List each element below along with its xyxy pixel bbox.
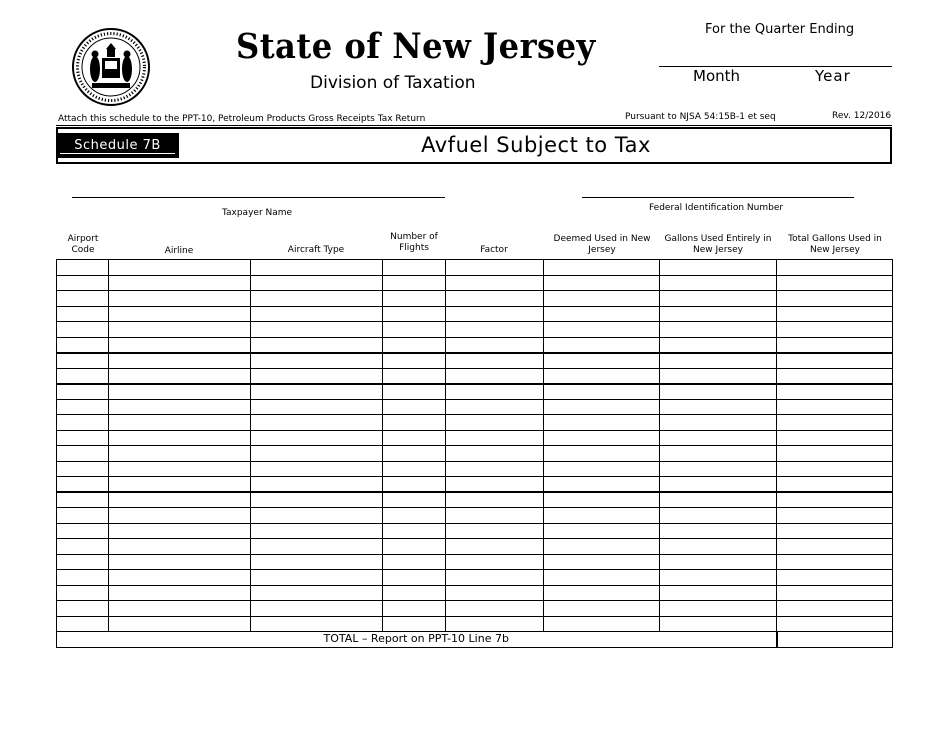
entry-cell[interactable] — [57, 384, 109, 400]
entry-cell[interactable] — [251, 260, 383, 276]
entry-cell[interactable] — [383, 508, 446, 524]
table-row — [57, 570, 893, 586]
table-row — [57, 291, 893, 307]
entry-cell[interactable] — [777, 275, 893, 291]
table-row — [57, 446, 893, 462]
entry-cell[interactable] — [383, 291, 446, 307]
entry-cell[interactable] — [544, 430, 660, 446]
col-header-airline: Airline — [164, 246, 194, 256]
table-row — [57, 399, 893, 415]
entry-cell[interactable] — [251, 539, 383, 555]
entry-cell[interactable] — [544, 492, 660, 508]
entry-cell[interactable] — [544, 260, 660, 276]
entry-cell[interactable] — [777, 306, 893, 322]
entry-cell[interactable] — [57, 368, 109, 384]
table-row — [57, 554, 893, 570]
entry-cell[interactable] — [446, 368, 544, 384]
year-label: Year — [815, 67, 851, 85]
entry-cell[interactable] — [383, 353, 446, 369]
entry-cell[interactable] — [383, 337, 446, 353]
revision-note: Rev. 12/2016 — [832, 111, 892, 121]
entry-cell[interactable] — [446, 523, 544, 539]
entry-cell[interactable] — [251, 570, 383, 586]
entry-cell[interactable] — [446, 570, 544, 586]
entry-cell[interactable] — [383, 384, 446, 400]
entry-cell[interactable] — [544, 523, 660, 539]
entry-cell[interactable] — [109, 384, 251, 400]
entry-cell[interactable] — [777, 291, 893, 307]
entry-cell[interactable] — [57, 477, 109, 493]
entry-cell[interactable] — [446, 260, 544, 276]
entry-cell[interactable] — [544, 275, 660, 291]
entry-cell[interactable] — [383, 260, 446, 276]
table-row — [57, 337, 893, 353]
entry-cell[interactable] — [660, 384, 777, 400]
entry-cell[interactable] — [251, 523, 383, 539]
entry-cell[interactable] — [251, 446, 383, 462]
entry-cell[interactable] — [660, 368, 777, 384]
entry-cell[interactable] — [57, 601, 109, 617]
entry-cell[interactable] — [109, 275, 251, 291]
entry-cell[interactable] — [777, 337, 893, 353]
entry-cell[interactable] — [446, 415, 544, 431]
month-label: Month — [693, 67, 741, 85]
entry-cell[interactable] — [777, 260, 893, 276]
quarter-ending-label: For the Quarter Ending — [705, 22, 855, 37]
entry-cell[interactable] — [660, 353, 777, 369]
entry-cell[interactable] — [251, 306, 383, 322]
entry-cell[interactable] — [109, 291, 251, 307]
col-header-total-gallons: Total Gallons Used in New Jersey — [788, 234, 882, 255]
entry-cell[interactable] — [383, 585, 446, 601]
entry-cell[interactable] — [383, 399, 446, 415]
entry-cell[interactable] — [57, 415, 109, 431]
entry-cell[interactable] — [251, 415, 383, 431]
entry-cell[interactable] — [57, 539, 109, 555]
entry-cell[interactable] — [109, 477, 251, 493]
entry-cell[interactable] — [57, 322, 109, 338]
entry-cell[interactable] — [251, 554, 383, 570]
entry-cell[interactable] — [544, 306, 660, 322]
entry-cell[interactable] — [660, 492, 777, 508]
entry-cell[interactable] — [544, 616, 660, 632]
entry-cell[interactable] — [251, 508, 383, 524]
table-row — [57, 275, 893, 291]
entry-cell[interactable] — [446, 337, 544, 353]
entry-cell[interactable] — [446, 446, 544, 462]
entry-cell[interactable] — [544, 384, 660, 400]
entry-cell[interactable] — [251, 616, 383, 632]
entry-cell[interactable] — [57, 275, 109, 291]
entry-cell[interactable] — [660, 446, 777, 462]
entry-cell[interactable] — [109, 368, 251, 384]
entry-cell[interactable] — [660, 322, 777, 338]
entry-cell[interactable] — [57, 399, 109, 415]
attach-note: Attach this schedule to the PPT-10, Petroleum Products Gross Receipts Tax Return — [58, 114, 426, 124]
entry-cell[interactable] — [660, 399, 777, 415]
division-title: Division of Taxation — [310, 73, 476, 93]
entry-cell[interactable] — [777, 461, 893, 477]
table-row — [57, 384, 893, 400]
schedule-tab-label: Schedule 7B — [60, 135, 175, 154]
entry-cell[interactable] — [251, 291, 383, 307]
entry-cell[interactable] — [660, 554, 777, 570]
table-row — [57, 415, 893, 431]
entry-cell[interactable] — [544, 337, 660, 353]
table-row — [57, 477, 893, 493]
entry-cell[interactable] — [383, 554, 446, 570]
entry-table — [56, 259, 893, 648]
entry-cell[interactable] — [383, 523, 446, 539]
fein-field[interactable] — [582, 197, 854, 198]
entry-cell[interactable] — [544, 399, 660, 415]
entry-cell[interactable] — [544, 601, 660, 617]
entry-cell[interactable] — [109, 523, 251, 539]
table-row — [57, 368, 893, 384]
entry-cell[interactable] — [660, 601, 777, 617]
entry-cell[interactable] — [57, 461, 109, 477]
entry-cell[interactable] — [544, 291, 660, 307]
entry-cell[interactable] — [109, 337, 251, 353]
entry-cell[interactable] — [109, 539, 251, 555]
col-header-number-of-flights: Number of Flights — [390, 232, 438, 253]
entry-cell[interactable] — [57, 291, 109, 307]
entry-cell[interactable] — [251, 322, 383, 338]
entry-cell[interactable] — [251, 461, 383, 477]
col-header-aircraft-type: Aircraft Type — [287, 245, 345, 255]
entry-cell[interactable] — [383, 461, 446, 477]
taxpayer-name-field[interactable] — [72, 197, 445, 198]
entry-cell[interactable] — [660, 508, 777, 524]
entry-cell[interactable] — [777, 368, 893, 384]
entry-cell[interactable] — [777, 601, 893, 617]
total-row — [57, 632, 893, 648]
entry-cell[interactable] — [544, 570, 660, 586]
entry-cell[interactable] — [109, 430, 251, 446]
entry-cell[interactable] — [777, 616, 893, 632]
entry-cell[interactable] — [109, 601, 251, 617]
entry-cell[interactable] — [251, 368, 383, 384]
col-header-airport-code: Airport Code — [67, 234, 99, 255]
table-row — [57, 322, 893, 338]
table-row — [57, 353, 893, 369]
entry-cell[interactable] — [660, 616, 777, 632]
entry-cell[interactable] — [57, 492, 109, 508]
entry-cell[interactable] — [660, 337, 777, 353]
entry-cell[interactable] — [109, 570, 251, 586]
entry-cell[interactable] — [777, 399, 893, 415]
entry-cell[interactable] — [109, 446, 251, 462]
total-label: TOTAL – Report on PPT-10 Line 7b — [57, 632, 777, 648]
entry-cell[interactable] — [383, 368, 446, 384]
entry-cell[interactable] — [446, 399, 544, 415]
table-row — [57, 585, 893, 601]
entry-cell[interactable] — [446, 275, 544, 291]
entry-cell[interactable] — [777, 353, 893, 369]
taxpayer-name-label: Taxpayer Name — [222, 208, 293, 218]
total-gallons-cell[interactable] — [777, 632, 893, 648]
entry-cell[interactable] — [777, 554, 893, 570]
entry-cell[interactable] — [109, 492, 251, 508]
entry-cell[interactable] — [544, 415, 660, 431]
entry-cell[interactable] — [383, 306, 446, 322]
table-row — [57, 539, 893, 555]
entry-cell[interactable] — [57, 337, 109, 353]
entry-cell[interactable] — [777, 570, 893, 586]
schedule-tab — [56, 133, 179, 158]
entry-cell[interactable] — [660, 523, 777, 539]
entry-cell[interactable] — [251, 384, 383, 400]
col-header-gallons-entirely: Gallons Used Entirely in New Jersey — [664, 234, 772, 255]
entry-cell[interactable] — [446, 306, 544, 322]
entry-cell[interactable] — [57, 585, 109, 601]
table-row — [57, 461, 893, 477]
entry-cell[interactable] — [777, 523, 893, 539]
entry-cell[interactable] — [544, 508, 660, 524]
entry-cell[interactable] — [660, 430, 777, 446]
entry-cell[interactable] — [660, 415, 777, 431]
entry-cell[interactable] — [57, 260, 109, 276]
entry-cell[interactable] — [57, 554, 109, 570]
entry-cell[interactable] — [446, 585, 544, 601]
entry-cell[interactable] — [660, 461, 777, 477]
table-row — [57, 508, 893, 524]
entry-cell[interactable] — [660, 570, 777, 586]
entry-cell[interactable] — [544, 368, 660, 384]
divider — [56, 125, 892, 126]
entry-cell[interactable] — [109, 399, 251, 415]
entry-cell[interactable] — [660, 275, 777, 291]
entry-cell[interactable] — [544, 539, 660, 555]
entry-cell[interactable] — [383, 492, 446, 508]
entry-cell[interactable] — [251, 601, 383, 617]
entry-cell[interactable] — [251, 430, 383, 446]
entry-cell[interactable] — [251, 353, 383, 369]
entry-cell[interactable] — [383, 601, 446, 617]
entry-cell[interactable] — [446, 477, 544, 493]
entry-cell[interactable] — [544, 322, 660, 338]
entry-cell[interactable] — [446, 384, 544, 400]
entry-cell[interactable] — [109, 322, 251, 338]
entry-cell[interactable] — [383, 322, 446, 338]
entry-cell[interactable] — [777, 508, 893, 524]
entry-cell[interactable] — [446, 508, 544, 524]
entry-cell[interactable] — [57, 616, 109, 632]
table-row — [57, 306, 893, 322]
entry-cell[interactable] — [446, 291, 544, 307]
entry-cell[interactable] — [109, 461, 251, 477]
entry-cell[interactable] — [777, 585, 893, 601]
state-seal — [66, 27, 156, 107]
col-header-deemed-used: Deemed Used in New Jersey — [553, 234, 651, 255]
entry-cell[interactable] — [251, 492, 383, 508]
entry-cell[interactable] — [660, 585, 777, 601]
entry-cell[interactable] — [383, 446, 446, 462]
entry-cell[interactable] — [446, 554, 544, 570]
table-row — [57, 616, 893, 632]
table-row — [57, 430, 893, 446]
state-title: State of New Jersey — [236, 26, 596, 67]
entry-cell[interactable] — [446, 461, 544, 477]
entry-cell[interactable] — [109, 554, 251, 570]
entry-cell[interactable] — [57, 570, 109, 586]
entry-cell[interactable] — [544, 554, 660, 570]
entry-cell[interactable] — [383, 415, 446, 431]
entry-cell[interactable] — [383, 539, 446, 555]
entry-cell[interactable] — [446, 539, 544, 555]
entry-cell[interactable] — [446, 430, 544, 446]
entry-cell[interactable] — [544, 585, 660, 601]
entry-cell[interactable] — [777, 415, 893, 431]
entry-cell[interactable] — [544, 353, 660, 369]
entry-cell[interactable] — [446, 353, 544, 369]
entry-cell[interactable] — [251, 399, 383, 415]
entry-cell[interactable] — [777, 492, 893, 508]
entry-cell[interactable] — [446, 492, 544, 508]
entry-cell[interactable] — [383, 570, 446, 586]
entry-cell[interactable] — [57, 508, 109, 524]
entry-cell[interactable] — [383, 477, 446, 493]
entry-cell[interactable] — [109, 508, 251, 524]
schedule-title: Avfuel Subject to Tax — [421, 133, 651, 157]
entry-cell[interactable] — [446, 322, 544, 338]
entry-cell[interactable] — [383, 616, 446, 632]
entry-cell[interactable] — [383, 430, 446, 446]
entry-cell[interactable] — [109, 353, 251, 369]
entry-cell[interactable] — [544, 461, 660, 477]
entry-cell[interactable] — [57, 430, 109, 446]
entry-cell[interactable] — [777, 384, 893, 400]
entry-cell[interactable] — [660, 306, 777, 322]
entry-cell[interactable] — [777, 446, 893, 462]
entry-cell[interactable] — [109, 415, 251, 431]
table-row — [57, 492, 893, 508]
entry-cell[interactable] — [57, 446, 109, 462]
entry-cell[interactable] — [251, 275, 383, 291]
entry-cell[interactable] — [777, 539, 893, 555]
entry-cell[interactable] — [777, 430, 893, 446]
entry-cell[interactable] — [777, 322, 893, 338]
entry-cell[interactable] — [57, 353, 109, 369]
entry-cell[interactable] — [109, 616, 251, 632]
entry-cell[interactable] — [777, 477, 893, 493]
entry-cell[interactable] — [660, 291, 777, 307]
entry-cell[interactable] — [57, 306, 109, 322]
entry-cell[interactable] — [109, 260, 251, 276]
fein-label: Federal Identification Number — [649, 203, 784, 213]
entry-cell[interactable] — [57, 523, 109, 539]
entry-cell[interactable] — [446, 601, 544, 617]
table-row — [57, 523, 893, 539]
col-header-factor: Factor — [480, 245, 508, 255]
entry-cell[interactable] — [544, 446, 660, 462]
entry-cell[interactable] — [544, 477, 660, 493]
entry-cell[interactable] — [660, 539, 777, 555]
entry-cell[interactable] — [383, 275, 446, 291]
table-row — [57, 601, 893, 617]
entry-cell[interactable] — [660, 260, 777, 276]
table-row — [57, 260, 893, 276]
entry-cell[interactable] — [251, 337, 383, 353]
entry-cell[interactable] — [251, 477, 383, 493]
entry-cell[interactable] — [109, 585, 251, 601]
entry-cell[interactable] — [109, 306, 251, 322]
entry-cell[interactable] — [660, 477, 777, 493]
pursuant-note: Pursuant to NJSA 54:15B-1 et seq — [625, 112, 776, 122]
entry-cell[interactable] — [446, 616, 544, 632]
entry-cell[interactable] — [251, 585, 383, 601]
